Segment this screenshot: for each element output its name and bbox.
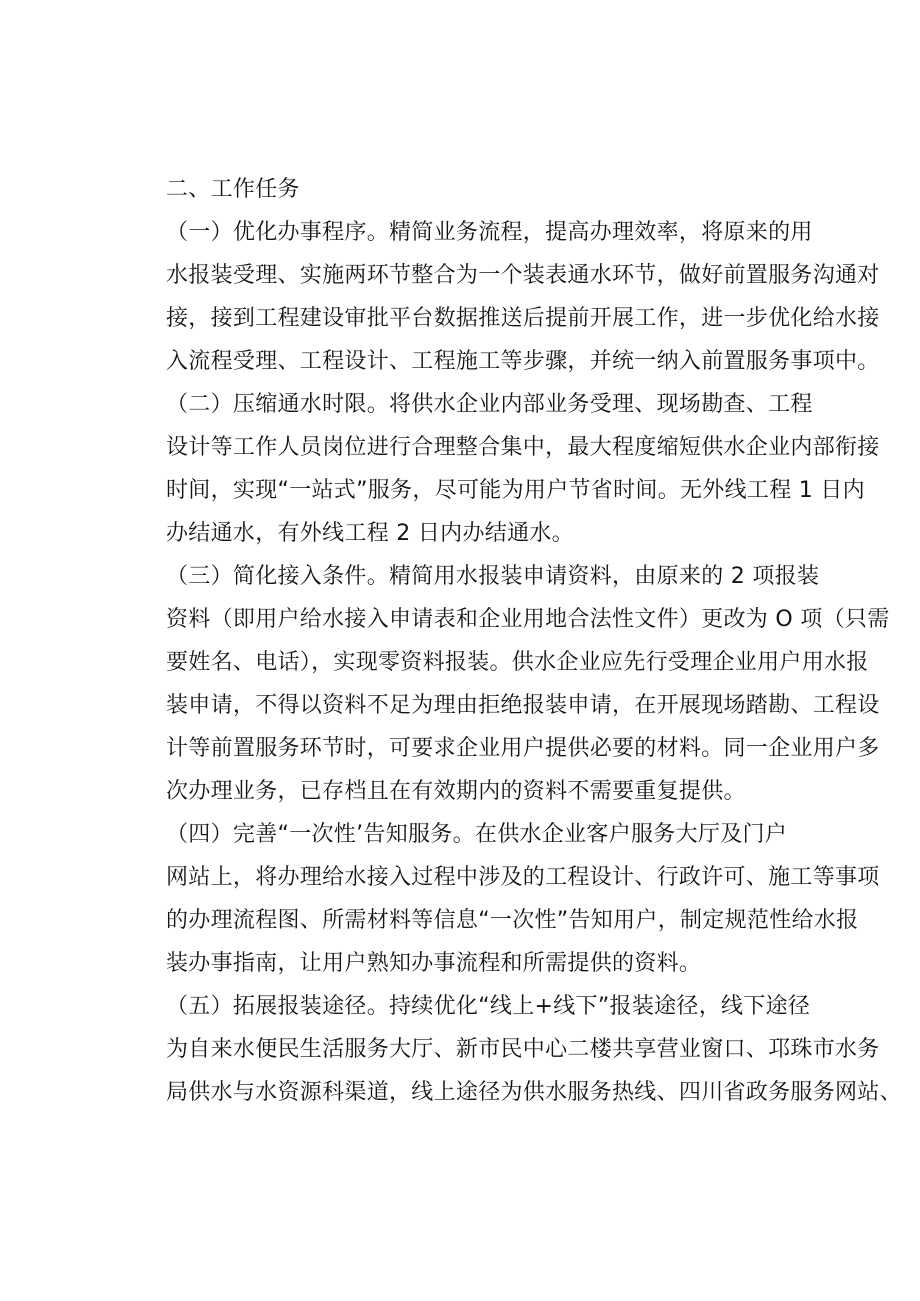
text-line: 局供水与水资源科渠道，线上途径为供水服务热线、四川省政务服务网站、 [166,1080,902,1105]
paragraph-1 [120,211,880,383]
text-line: 为自来水便民生活服务大厅、新市民中心二楼共享营业窗口、邛珠市水务 [166,1037,880,1062]
text-line: 接，接到工程建设审批平台数据推送后提前开展工作，进一步优化给水接 [166,306,880,331]
text-line: 装申请，不得以资料不足为理由拒绝报装申请，在开展现场踏勘、工程设 [166,693,880,718]
text-line: 时间，实现“一站式”服务，尽可能为用户节省时间。无外线工程 1 日内 [166,478,865,503]
text-line: （四）完善“一次性’告知服务。在供水企业客户服务大厅及门户 [166,822,788,847]
paragraph-5 [120,985,902,1114]
text-line: 次办理业务，已存档且在有效期内的资料不需要重复提供。 [166,779,746,804]
text-line: （一）优化办事程序。精简业务流程，提高办理效率，将原来的用 [166,220,813,245]
document-body [120,168,902,1114]
text-line: （二）压缩通水时限。将供水企业内部业务受理、现场勘查、工程 [166,392,813,417]
section-heading: 二、工作任务 [166,177,300,202]
text-line: 资料（即用户给水接入申请表和企业用地合法性文件）更改为 O 项（只需 [166,607,890,632]
text-line: 水报装受理、实施两环节整合为一个装表通水环节，做好前置服务沟通对 [166,263,880,288]
text-line: （三）简化接入条件。精简用水报装申请资料，由原来的 2 项报装 [166,564,820,589]
text-line: 设计等工作人员岗位进行合理整合集中，最大程度缩短供水企业内部衔接 [166,435,880,460]
text-line: 装办事指南，让用户熟知办事流程和所需提供的资料。 [166,951,702,976]
text-line: 办结通水，有外线工程 2 日内办结通水。 [166,521,574,546]
text-line: （五）拓展报装途径。持续优化“线上+线下”报装途径，线下途径 [166,994,811,1019]
paragraph-3 [120,555,890,813]
text-line: 计等前置服务环节时，可要求企业用户提供必要的材料。同一企业用户多 [166,736,880,761]
paragraph-2 [120,383,880,555]
paragraph-4 [120,813,880,985]
text-line: 入流程受理、工程设计、工程施工等步骤，并统一纳入前置服务事项中。 [166,349,880,374]
text-line: 网站上，将办理给水接入过程中涉及的工程设计、行政许可、施工等事项 [166,865,880,890]
text-line: 要姓名、电话），实现零资料报装。供水企业应先行受理企业用户用水报 [166,650,869,675]
text-line: 的办理流程图、所需材料等信息“一次性”告知用户，制定规范性给水报 [166,908,859,933]
